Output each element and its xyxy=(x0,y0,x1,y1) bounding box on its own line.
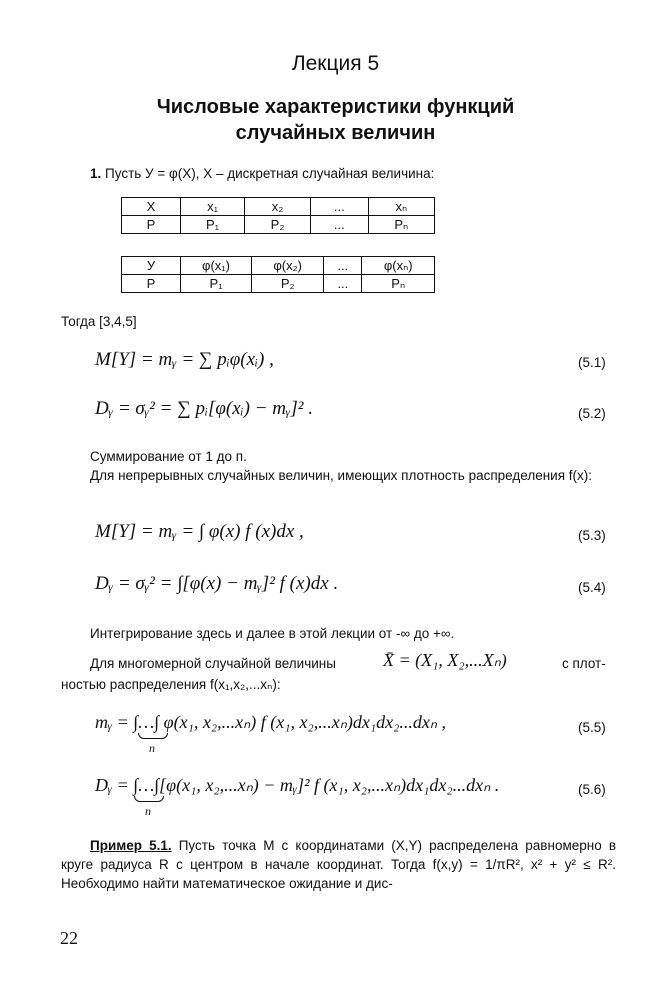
table-cell: Pₙ xyxy=(362,275,435,293)
table-row xyxy=(122,257,435,275)
multidim-text-line-2: ностью распределения f(x₁,x₂,...xₙ): xyxy=(61,677,281,692)
table-cell: Х xyxy=(122,198,181,216)
chapter-title-line-1: Числовые характеристики функций xyxy=(156,96,515,118)
equation-5-1: M[Y] = mᵧ = ∑ pᵢφ(xᵢ) , xyxy=(95,349,274,370)
distribution-table-x xyxy=(121,197,435,234)
table-cell: ... xyxy=(324,257,362,275)
table-cell: xₙ xyxy=(368,198,434,216)
example-paragraph xyxy=(61,836,616,893)
table-cell: Pₙ xyxy=(368,216,434,234)
underbrace-label: n xyxy=(149,741,155,755)
table-cell: Р xyxy=(122,216,181,234)
intro-paragraph xyxy=(90,164,434,183)
chapter-title-line-2: случайных величин xyxy=(235,122,436,144)
equation-number: (5.6) xyxy=(578,782,606,797)
equation-number: (5.5) xyxy=(578,720,606,735)
table-cell: P₁ xyxy=(181,275,252,293)
table-cell: ... xyxy=(311,216,369,234)
table-cell: P₂ xyxy=(245,216,311,234)
table-row xyxy=(122,216,435,234)
equation-5-5: mᵧ = ∫…∫ φ(x₁, x₂,...xₙ) f (x₁, x₂,...xₙ)dx₁dx₂...dxₙ , xyxy=(95,712,447,732)
integration-note: Интегрирование здесь и далее в этой лекции от -∞ до +∞. xyxy=(90,626,455,641)
table-cell: x₂ xyxy=(245,198,311,216)
then-reference: Тогда [3,4,5] xyxy=(61,314,137,329)
equation-number: (5.3) xyxy=(578,528,606,543)
table-cell: φ(x₂) xyxy=(252,257,324,275)
page-number: 22 xyxy=(60,928,78,948)
continuous-paragraph: Для непрерывных случайных величин, имеющих плотность распределения f(x): xyxy=(90,468,592,483)
equation-number: (5.2) xyxy=(578,406,606,421)
item-number: 1. xyxy=(90,166,102,181)
table-cell: У xyxy=(122,257,181,275)
equation-5-2: Dᵧ = σᵧ² = ∑ pᵢ[φ(xᵢ) − mᵧ]² . xyxy=(95,398,313,419)
table-cell: x₁ xyxy=(181,198,245,216)
table-cell: φ(x₁) xyxy=(181,257,252,275)
table-cell: ... xyxy=(311,198,369,216)
distribution-table-y xyxy=(121,256,435,293)
table-cell: P₁ xyxy=(181,216,245,234)
table-cell: ... xyxy=(324,275,362,293)
equation-5-6: Dᵧ = ∫…∫[φ(x₁, x₂,...xₙ) − mᵧ]² f (x₁, x₂,...xₙ)dx₁dx₂...dxₙ . xyxy=(95,775,500,795)
multidim-text-end: с плот- xyxy=(562,656,606,671)
equation-number: (5.4) xyxy=(578,580,606,595)
underbrace xyxy=(134,796,164,802)
equation-5-3: M[Y] = mᵧ = ∫ φ(x) f (x)dx , xyxy=(95,521,304,542)
intro-text: Пусть У = φ(Х), Х – дискретная случайная величина: xyxy=(101,166,435,181)
example-text: Пусть точка М с координатами (Х,Y) распределена равномерно в круге радиуса R с центром в начале координат. Тогда f(x,y) = 1/πR², x² + y² ≤ R². Необходимо найти математическое ожидание и дис- xyxy=(61,838,616,891)
example-label: Пример 5.1. xyxy=(90,838,172,853)
lecture-heading: Лекция 5 xyxy=(291,52,380,75)
random-vector: X̄ = (X₁, X₂,...Xₙ) xyxy=(383,650,507,670)
table-row xyxy=(122,198,435,216)
equation-number: (5.1) xyxy=(578,355,606,370)
underbrace-label: n xyxy=(145,804,151,818)
table-cell: Р xyxy=(122,275,181,293)
table-row xyxy=(122,275,435,293)
multidim-text-start: Для многомерной случайной величины xyxy=(90,656,336,671)
equation-5-4: Dᵧ = σᵧ² = ∫[φ(x) − mᵧ]² f (x)dx . xyxy=(95,573,339,594)
table-cell: φ(xₙ) xyxy=(362,257,435,275)
summation-note: Суммирование от 1 до п. xyxy=(90,449,247,464)
underbrace xyxy=(138,733,168,739)
table-cell: P₂ xyxy=(252,275,324,293)
